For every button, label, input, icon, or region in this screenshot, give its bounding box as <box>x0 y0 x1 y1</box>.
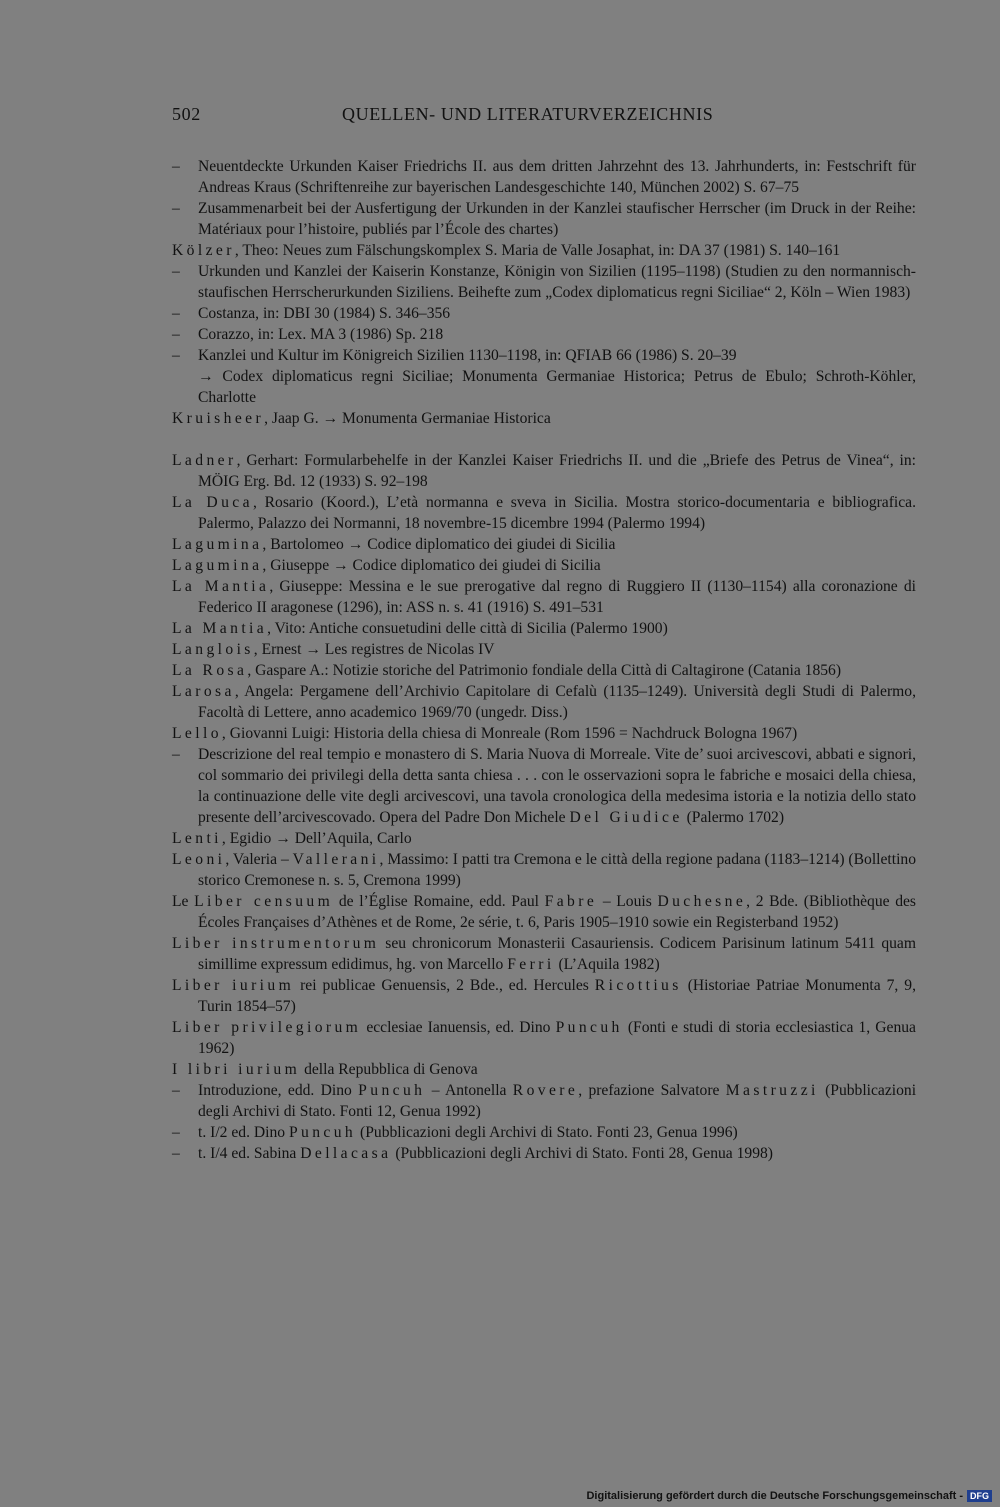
bibliography-entry <box>172 240 916 261</box>
author-name: Lello <box>172 725 222 742</box>
footer <box>586 1490 992 1502</box>
bibliography-entry <box>172 618 916 639</box>
author-name: Larosa <box>172 683 235 700</box>
author-name: Fabre <box>544 893 598 910</box>
entry-text: Urkunden und Kanzlei der Kaiserin Konstanze, Königin von Sizilien (1195–1198) (Studien zu den normannisch-staufischen Herrscherurkunden Siziliens. Beihefte zum „Codex diplomaticus regni Siciliae“ 2, Köln – Wien 1983) <box>198 263 916 301</box>
bibliography-entry <box>172 1017 916 1059</box>
bibliography-subentry <box>172 1080 916 1122</box>
bibliography-entry <box>172 681 916 723</box>
entry-text: Le <box>172 893 195 910</box>
entry-text: Kanzlei und Kultur im Königreich Sizilien 1130–1198, in: QFIAB 66 (1986) S. 20–39 <box>198 347 737 364</box>
bibliography-entry <box>172 891 916 933</box>
author-name: Dellacasa <box>300 1145 392 1162</box>
entry-text: , Jaap G. → Monumenta Germaniae Historica <box>264 410 551 427</box>
author-name: Liber censuum <box>194 893 334 910</box>
entry-text: (Pubblicazioni degli Archivi di Stato. Fonti 28, Genua 1998) <box>391 1145 773 1162</box>
author-name: La Mantia <box>172 620 268 637</box>
author-name: Kruisheer <box>172 410 265 427</box>
entry-text: de l’Église Romaine, edd. Paul <box>333 893 545 910</box>
author-name: Del Giudice <box>569 809 683 826</box>
author-name: Ferri <box>507 956 555 973</box>
page-number: 502 <box>172 104 201 124</box>
entry-text: , prefazione Salvatore <box>578 1082 726 1099</box>
dash-marker: – <box>172 200 180 217</box>
entry-text: , Bartolomeo → Codice diplomatico dei giudei di Sicilia <box>262 536 616 553</box>
entry-text: (Palermo 1702) <box>682 809 785 826</box>
entry-text: (Pubblicazioni degli Archivi di Stato. Fonti 23, Genua 1996) <box>356 1124 738 1141</box>
entry-text: Corazzo, in: Lex. MA 3 (1986) Sp. 218 <box>198 326 444 343</box>
bibliography-entry <box>172 555 916 576</box>
entry-text: seu chronicorum Monasterii Casauriensis. Codicem Parisinum latinum 5411 quam simillime expressum edidimus, hg. von Marcello <box>198 935 916 973</box>
author-name: La Rosa <box>172 662 248 679</box>
entry-text: (Fonti e studi di storia ecclesiastica 1, Genua 1962) <box>198 1019 916 1057</box>
author-name: Vallerani <box>292 851 380 868</box>
entry-text: (Historiae Patriae Monumenta 7, 9, Turin 1854–57) <box>198 977 916 1015</box>
author-name: Lagumina <box>172 557 263 574</box>
author-name: I libri iurium <box>172 1061 301 1078</box>
entry-text: , Giovanni Luigi: Historia della chiesa di Monreale (Rom 1596 = Nachdruck Bologna 1967) <box>221 725 798 742</box>
entry-text: (Pubblicazioni degli Archivi di Stato. Fonti 12, Genua 1992) <box>198 1082 917 1120</box>
entry-text: , Vito: Antiche consuetudini delle città di Sicilia (Palermo 1900) <box>267 620 668 637</box>
dash-marker: – <box>172 347 180 364</box>
page-title: QUELLEN- UND LITERATURVERZEICHNIS <box>342 104 714 124</box>
cross-reference <box>172 366 916 408</box>
entry-text: , Gaspare A.: Notizie storiche del Patrimonio fondiale della Città di Caltagirone (Catania 1856) <box>247 662 842 679</box>
entry-text: , Giuseppe: Messina e le sue prerogative dal regno di Ruggiero II (1130–1154) alla coronazione di Federico II aragonese (1296), in: ASS n. s. 41 (1916) S. 491–531 <box>198 578 916 616</box>
entry-text: (L’Aquila 1982) <box>554 956 660 973</box>
bibliography-entry <box>172 1059 916 1080</box>
entry-text: Zusammenarbeit bei der Ausfertigung der Urkunden in der Kanzlei staufischer Herrscher (im Druck in der Reihe: Matériaux pour l’histoire, publiés par l’École des chartes) <box>198 200 916 238</box>
dash-marker: – <box>172 263 180 280</box>
bibliography-entry <box>172 660 916 681</box>
entry-text: – Antonella <box>425 1082 513 1099</box>
entry-text: , Rosario (Koord.), L’età normanna e sveva in Sicilia. Mostra storico-documentaria e bibliografica. Palermo, Palazzo dei Normanni, 18 novembre-15 dicembre 1994 (Palermo 1994) <box>198 494 916 532</box>
dfg-logo: DFG <box>967 1490 992 1502</box>
bibliography-subentry <box>172 1122 916 1143</box>
bibliography-entry <box>172 933 916 975</box>
entry-text: → Codex diplomaticus regni Siciliae; Monumenta Germaniae Historica; Petrus de Ebulo; Schroth-Köhler, Charlotte <box>198 368 916 406</box>
entry-text: , Egidio → Dell’Aquila, Carlo <box>221 830 412 847</box>
bibliography-entry <box>172 849 916 891</box>
author-name: Langlois <box>172 641 254 658</box>
author-name: Puncuh <box>288 1124 357 1141</box>
entry-text: Introduzione, edd. Dino <box>198 1082 359 1099</box>
bibliography-entry <box>172 828 916 849</box>
bibliography-entry <box>172 639 916 660</box>
author-name: La Mantia <box>172 578 270 595</box>
entry-text: , Massimo: I patti tra Cremona e le città della regione padana (1183–1214) (Bollettino storico Cremonese n. s. 5, Cremona 1999) <box>198 851 916 889</box>
author-name: Ricottius <box>594 977 682 994</box>
entry-text: t. I/2 ed. Dino <box>198 1124 289 1141</box>
author-name: Puncuh <box>358 1082 426 1099</box>
bibliography-subentry <box>172 261 916 303</box>
dash-marker: – <box>172 1082 180 1099</box>
author-name: Liber instrumentorum <box>172 935 380 952</box>
bibliography-subentry <box>172 345 916 366</box>
entry-text: – Louis <box>597 893 658 910</box>
bibliography-list <box>172 156 916 1164</box>
author-name: Lenti <box>172 830 222 847</box>
author-name: Lagumina <box>172 536 263 553</box>
author-name: Liber privilegiorum <box>172 1019 362 1036</box>
dash-marker: – <box>172 305 180 322</box>
bibliography-entry <box>172 975 916 1017</box>
author-name: Ladner <box>172 452 237 469</box>
bibliography-entry <box>172 534 916 555</box>
entry-text: , 2 Bde. (Bibliothèque des Écoles Françaises d’Athènes et de Rome, 2e série, t. 6, Paris 1905–1910 sowie ein Registerband 1952) <box>198 893 917 931</box>
entry-text: , Ernest → Les registres de Nicolas IV <box>253 641 495 658</box>
dash-marker: – <box>172 326 180 343</box>
author-name: Kölzer <box>172 242 235 259</box>
entry-text: Neuentdeckte Urkunden Kaiser Friedrichs II. aus dem dritten Jahrzehnt des 13. Jahrhunderts, in: Festschrift für Andreas Kraus (Schriftenreihe zur bayerischen Landesgeschichte 140, München 2002) S. 67–75 <box>198 158 916 196</box>
dash-marker: – <box>172 746 180 763</box>
author-name: Rovere <box>512 1082 579 1099</box>
section-gap <box>172 429 916 450</box>
entry-text: , Valeria – <box>225 851 293 868</box>
author-name: Leoni <box>172 851 226 868</box>
bibliography-subentry <box>172 156 916 198</box>
entry-text: della Repubblica di Genova <box>300 1061 478 1078</box>
entry-text: ecclesiae Ianuensis, ed. Dino <box>361 1019 556 1036</box>
entry-text: , Gerhart: Formularbehelfe in der Kanzlei Kaiser Friedrichs II. und die „Briefe des Petrus de Vinea“, in: MÖIG Erg. Bd. 12 (1933) S. 92–198 <box>198 452 916 490</box>
bibliography-subentry <box>172 1143 916 1164</box>
entry-text: Descrizione del real tempio e monastero di S. Maria Nuova di Morreale. Vite de’ suoi arcivescovi, abbati e signori, col sommario dei privilegi della detta santa chiesa . . . con le osservazioni sopra le fabriche e mosaici della chiesa, la continuazione delle vite degli arcivescovi, una tavola cronologica della medesima istoria e la notizia dello stato presente dell’arcivescovado. Opera del Padre Don Michele <box>198 746 916 826</box>
entry-text: rei publicae Genuensis, 2 Bde., ed. Hercules <box>294 977 595 994</box>
entry-text: , Giuseppe → Codice diplomatico dei giudei di Sicilia <box>262 557 601 574</box>
bibliography-entry <box>172 408 916 429</box>
author-name: Duchesne <box>657 893 747 910</box>
entry-text: , Theo: Neues zum Fälschungskomplex S. Maria de Valle Josaphat, in: DA 37 (1981) S. 140–161 <box>234 242 841 259</box>
author-name: Liber iurium <box>172 977 295 994</box>
entry-text: , Angela: Pergamene dell’Archivio Capitolare di Cefalù (1135–1249). Università degli Studi di Palermo, Facoltà di Lettere, anno academico 1969/70 (ungedr. Diss.) <box>198 683 916 721</box>
dash-marker: – <box>172 158 180 175</box>
bibliography-entry <box>172 723 916 744</box>
bibliography-subentry <box>172 198 916 240</box>
bibliography-subentry <box>172 324 916 345</box>
dash-marker: – <box>172 1124 180 1141</box>
bibliography-entry <box>172 576 916 618</box>
entry-text: t. I/4 ed. Sabina <box>198 1145 301 1162</box>
bibliography-entry <box>172 450 916 492</box>
footer-text: Digitalisierung gefördert durch die Deutsche Forschungsgemeinschaft - <box>586 1490 963 1502</box>
author-name: Mastruzzi <box>725 1082 819 1099</box>
bibliography-entry <box>172 492 916 534</box>
bibliography-subentry <box>172 303 916 324</box>
dash-marker: – <box>172 1145 180 1162</box>
author-name: Puncuh <box>555 1019 623 1036</box>
author-name: La Duca <box>172 494 253 511</box>
bibliography-subentry <box>172 744 916 828</box>
entry-text: Costanza, in: DBI 30 (1984) S. 346–356 <box>198 305 451 322</box>
